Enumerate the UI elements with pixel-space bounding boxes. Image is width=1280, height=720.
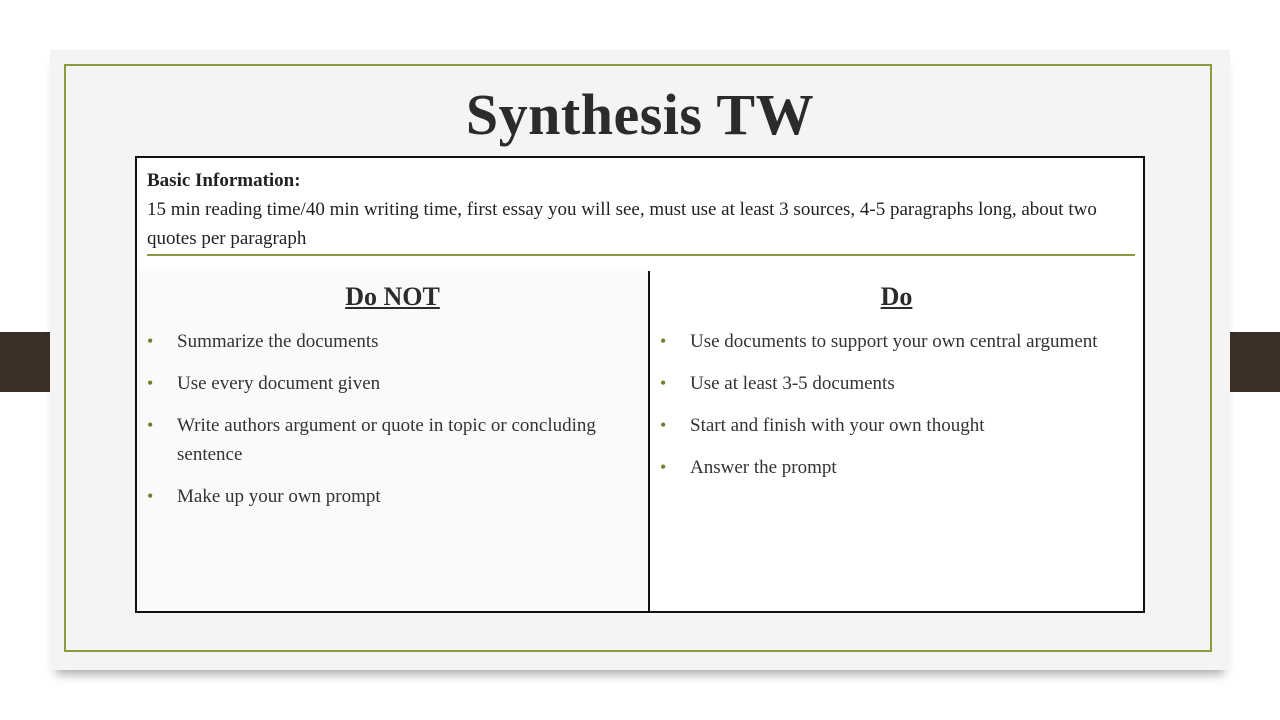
basic-info-content [147, 166, 1137, 253]
basic-info-heading: Basic Information: [147, 170, 301, 191]
bullet-icon: • [147, 486, 154, 506]
basic-info-rule [147, 254, 1135, 256]
basic-info-text: 15 min reading time/40 min writing time, first essay you will see, must use at least 3 sources, 4-5 paragraphs long, about two quotes per paragraph [147, 199, 1097, 249]
list-item [137, 327, 648, 356]
bullet-icon: • [147, 331, 154, 351]
list-item-text: Use documents to support your own central argument [690, 331, 1098, 352]
basic-info-box [135, 156, 1145, 273]
do-list [650, 327, 1143, 482]
do-not-heading: Do NOT [345, 282, 440, 311]
list-item-text: Write authors argument or quote in topic or concluding sentence [177, 415, 596, 465]
list-item-text: Answer the prompt [690, 457, 837, 478]
bullet-icon: • [660, 457, 667, 477]
do-column [650, 271, 1143, 611]
list-item [137, 411, 648, 469]
comparison-table [135, 271, 1145, 613]
list-item-text: Use at least 3-5 documents [690, 373, 895, 394]
list-item [137, 369, 648, 398]
list-item [650, 453, 1143, 482]
do-not-list [137, 327, 648, 511]
list-item-text: Start and finish with your own thought [690, 415, 985, 436]
bullet-icon: • [660, 331, 667, 351]
do-not-column [137, 271, 650, 611]
list-item [650, 411, 1143, 440]
list-item [137, 482, 648, 511]
list-item-text: Summarize the documents [177, 331, 379, 352]
slide-card [50, 50, 1230, 670]
bullet-icon: • [147, 373, 154, 393]
list-item-text: Make up your own prompt [177, 486, 381, 507]
bullet-icon: • [660, 373, 667, 393]
bullet-icon: • [660, 415, 667, 435]
bullet-icon: • [147, 415, 154, 435]
do-heading: Do [880, 282, 913, 311]
slide-title: Synthesis TW [465, 82, 815, 147]
list-item [650, 327, 1143, 356]
list-item [650, 369, 1143, 398]
list-item-text: Use every document given [177, 373, 381, 394]
